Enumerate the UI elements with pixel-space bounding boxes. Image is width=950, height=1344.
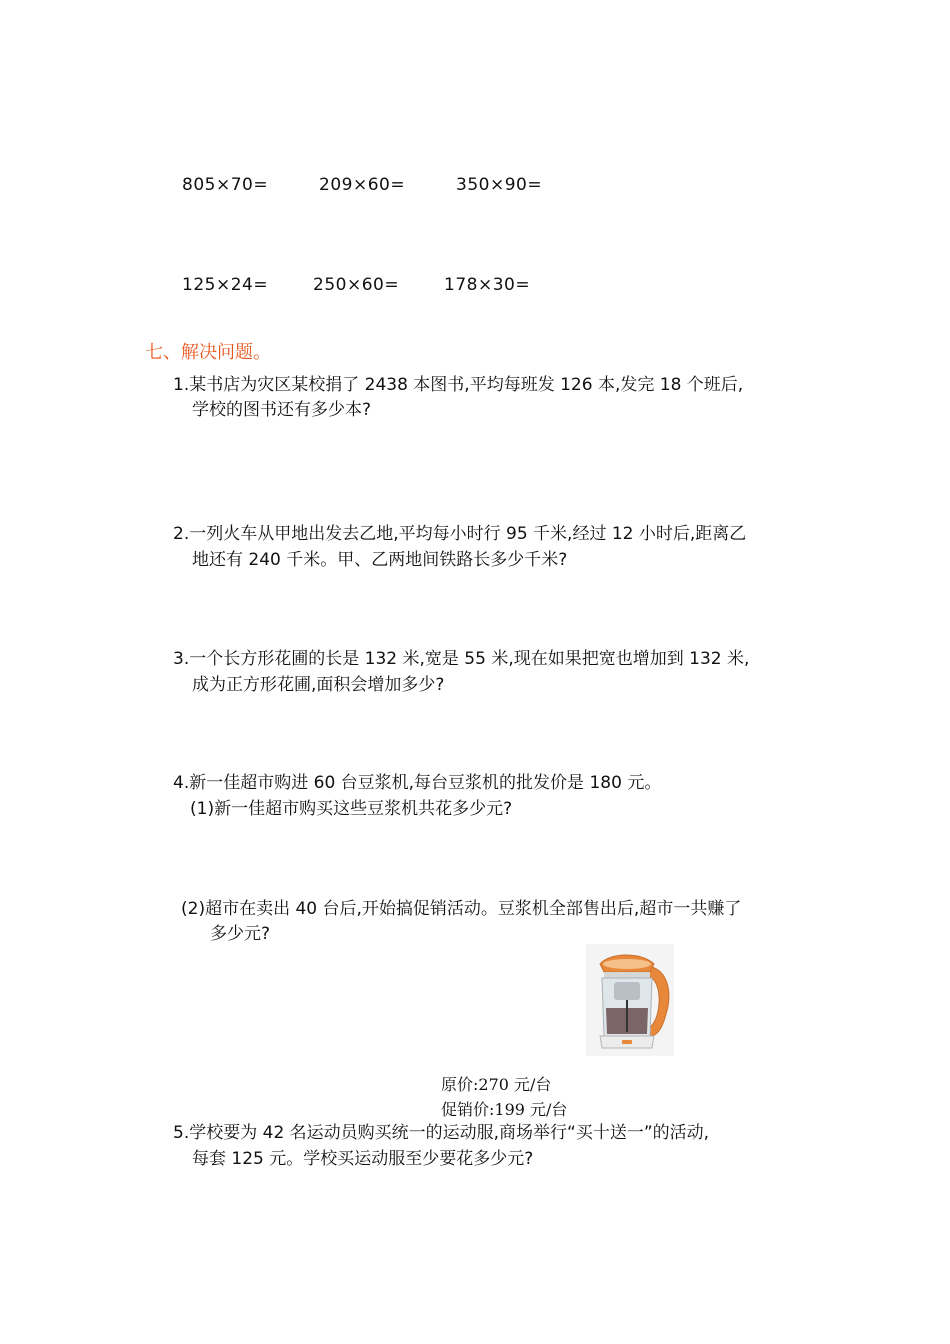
sub-question-2-cont: 多少元? — [210, 924, 271, 944]
problem-text: 1.某书店为灾区某校捐了 2438 本图书,平均每班发 126 本,发完 18 个班后, — [173, 375, 744, 395]
calc-item: 125×24= — [182, 275, 269, 295]
problem-text: 地还有 240 千米。甲、乙两地间铁路长多少千米? — [192, 550, 568, 570]
problem-text: 成为正方形花圃,面积会增加多少? — [192, 675, 445, 695]
calc-item: 805×70= — [182, 175, 269, 195]
problem-text: 每套 125 元。学校买运动服至少要花多少元? — [192, 1149, 534, 1169]
section-title: 七、解决问题。 — [145, 342, 271, 363]
promo-price: 促销价:199 元/台 — [441, 1100, 568, 1119]
problem-text: 5.学校要为 42 名运动员购买统一的运动服,商场举行“买十送一”的活动, — [173, 1123, 710, 1143]
original-price: 原价:270 元/台 — [441, 1075, 552, 1094]
problem-text: 学校的图书还有多少本? — [192, 400, 372, 420]
soymilk-maker-icon — [586, 944, 674, 1056]
calc-item: 209×60= — [319, 175, 406, 195]
sub-question-1: (1)新一佳超市购买这些豆浆机共花多少元? — [190, 799, 513, 819]
problem-text: 2.一列火车从甲地出发去乙地,平均每小时行 95 千米,经过 12 小时后,距离乙 — [173, 524, 747, 544]
calc-item: 250×60= — [313, 275, 400, 295]
problem-text: 3.一个长方形花圃的长是 132 米,宽是 55 米,现在如果把宽也增加到 132 米, — [173, 649, 750, 669]
sub-question-2: (2)超市在卖出 40 台后,开始搞促销活动。豆浆机全部售出后,超市一共赚了 — [181, 899, 742, 919]
problem-text: 4.新一佳超市购进 60 台豆浆机,每台豆浆机的批发价是 180 元。 — [173, 773, 662, 793]
calc-item: 178×30= — [444, 275, 531, 295]
calc-item: 350×90= — [456, 175, 543, 195]
